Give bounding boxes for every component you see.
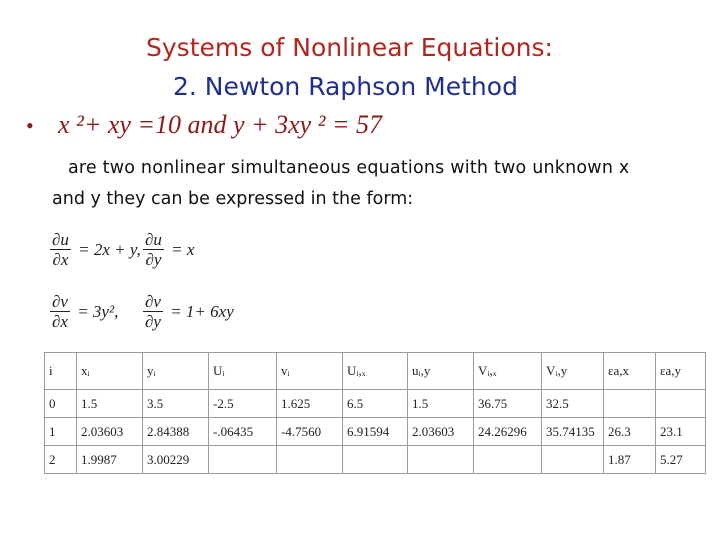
bullet-icon: •: [26, 113, 34, 138]
equation-dv-dx: $\frac{\partial v}{\partial x}$ = 3y²,: [52, 292, 119, 331]
table-cell: 2.03603: [77, 418, 143, 446]
header-cell: i: [45, 353, 77, 390]
title-text-2: 2. Newton Raphson Method: [173, 72, 518, 101]
table-cell: 23.1: [656, 418, 706, 446]
header-cell: εa,x: [604, 353, 656, 390]
paragraph-line1: [68, 158, 713, 178]
header-cell: vᵢ: [277, 353, 343, 390]
table-cell: 2: [45, 446, 77, 474]
table-cell: 1.87: [604, 446, 656, 474]
table-cell: 1.625: [277, 390, 343, 418]
table-cell: -4.7560: [277, 418, 343, 446]
header-cell: Vᵢ,ₓ: [474, 353, 542, 390]
header-cell: yᵢ: [143, 353, 209, 390]
table-cell: [604, 390, 656, 418]
header-cell: xᵢ: [77, 353, 143, 390]
paragraph-text-1: are two nonlinear simultaneous equations with two unknown x: [68, 158, 630, 178]
paragraph-text-2: and y they can be expressed in the form:: [52, 189, 414, 209]
header-cell: Vᵢ,y: [542, 353, 604, 390]
table-cell: -2.5: [209, 390, 277, 418]
table-row: [45, 390, 706, 418]
table-cell: [209, 446, 277, 474]
iteration-table: [44, 352, 706, 474]
table-cell: 2.03603: [408, 418, 474, 446]
table-cell: 5.27: [656, 446, 706, 474]
table-cell: 26.3: [604, 418, 656, 446]
table-cell: [343, 446, 408, 474]
equation-du-dy: $\frac{\partial u}{\partial y}$ = x: [145, 230, 195, 269]
table-cell: 2.84388: [143, 418, 209, 446]
table-cell: 3.00229: [143, 446, 209, 474]
table-row: [45, 446, 706, 474]
bullet-equation-row: [26, 110, 382, 140]
header-cell: uᵢ,y: [408, 353, 474, 390]
table-cell: -.06435: [209, 418, 277, 446]
table-cell: [408, 446, 474, 474]
table-cell: 6.91594: [343, 418, 408, 446]
table-header-row: [45, 353, 706, 390]
table-cell: 6.5: [343, 390, 408, 418]
table-cell: 1.5: [77, 390, 143, 418]
header-cell: εa,y: [656, 353, 706, 390]
table-row: [45, 418, 706, 446]
header-cell: Uᵢ,ₓ: [343, 353, 408, 390]
table-cell: 3.5: [143, 390, 209, 418]
table-cell: [542, 446, 604, 474]
paragraph-line2: [52, 189, 697, 209]
equation-du-dx: $\frac{\partial u}{\partial x}$ = 2x + y,: [52, 230, 141, 269]
table-cell: 1.5: [408, 390, 474, 418]
table-cell: [277, 446, 343, 474]
table-cell: 36.75: [474, 390, 542, 418]
table-cell: 1.9987: [77, 446, 143, 474]
bullet-equation: x ²+ xy =10 and y + 3xy ² = 57: [58, 110, 383, 139]
table-cell: [656, 390, 706, 418]
equation-dv-dy: $\frac{\partial v}{\partial y}$ = 1+ 6xy: [145, 292, 234, 331]
table-cell: 32.5: [542, 390, 604, 418]
header-cell: Uᵢ: [209, 353, 277, 390]
title-text-1: Systems of Nonlinear Equations:: [146, 33, 553, 62]
table-cell: 35.74135: [542, 418, 604, 446]
table-cell: 24.26296: [474, 418, 542, 446]
table-cell: [474, 446, 542, 474]
table-cell: 0: [45, 390, 77, 418]
table-cell: 1: [45, 418, 77, 446]
